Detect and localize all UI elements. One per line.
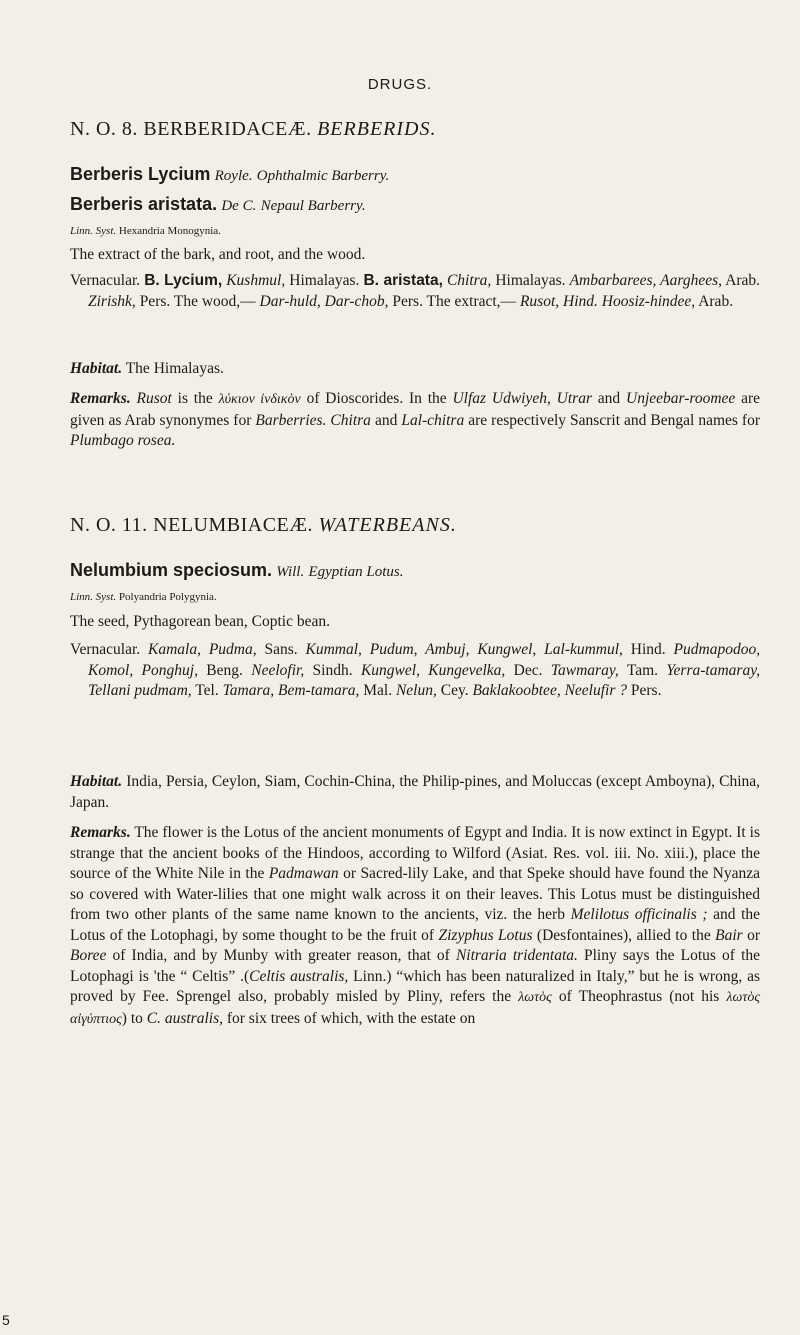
habitat-text: The Himalayas.: [125, 360, 224, 377]
remarks-text: and the Lotus of the Lotophagi, by some thought to be the fruit of: [70, 906, 761, 944]
species-berberis-lycium: [70, 164, 389, 185]
remarks-text: of Dioscorides. In the: [306, 390, 447, 407]
order-family: BERBERIDACEÆ.: [143, 118, 312, 140]
linn-label: Linn. Syst.: [70, 591, 117, 603]
remarks-text: is the: [177, 390, 213, 407]
vernacular-name: Neelofir,: [251, 661, 305, 679]
remarks-term: Padmawan: [268, 865, 339, 882]
remarks-greek: λωτὸς: [518, 990, 552, 1005]
remarks-text: and: [374, 411, 398, 429]
linnaean-system: [70, 591, 217, 603]
remarks-text: of Theophrastus (not his: [558, 988, 720, 1005]
vernacular-text: [70, 271, 760, 312]
species-authority: De C.: [221, 198, 257, 214]
remarks-term: Plumbago rosea.: [70, 432, 176, 449]
order-common: WATERBEANS.: [318, 514, 457, 536]
remarks-text: for six trees of which, with the estate on: [226, 1009, 476, 1027]
remarks-term: Bair: [715, 926, 743, 944]
vernacular-region: Cey.: [440, 682, 469, 699]
vernacular-region: Pers. The wood,—: [139, 292, 256, 310]
vernacular-region: Tam.: [626, 661, 659, 679]
vernacular-region: Sans.: [264, 641, 298, 658]
vernacular-name: Kummal, Pudum, Ambuj, Kungwel, Lal-kummul,: [305, 641, 623, 658]
habitat-text: India, Persia, Ceylon, Siam, Cochin-China, the Philip-pines, and Moluccas (except Amboyna), China, Japan.: [70, 773, 761, 811]
vernacular-name: Pudmapodoo, Komol, Ponghuj,: [88, 641, 761, 679]
vernacular-name: Baklakoobtee, Neelufir ?: [472, 682, 627, 699]
vernacular-region: Beng.: [206, 661, 243, 679]
species-common-name: Nepaul Barberry.: [260, 198, 366, 214]
drug-part-paragraph: [70, 245, 760, 266]
remarks-term: Boree: [70, 947, 107, 964]
vernacular-region: Pers.: [630, 682, 662, 699]
vernacular-name: Chitra,: [446, 272, 492, 289]
remarks-term: Rusot: [136, 390, 172, 407]
species-authority: Will.: [276, 564, 305, 580]
remarks-term: Ulfaz Udwiyeh, Utrar: [452, 390, 592, 407]
remarks-term: Unjeebar-roomee: [626, 390, 736, 407]
vernacular-species: B. aristata,: [363, 272, 443, 289]
linn-class: Polyandria Polygynia.: [118, 591, 217, 603]
vernacular-text: [70, 640, 760, 702]
remarks-greek: λύκιον ἰνδικὸν: [218, 392, 301, 407]
remarks-paragraph: [70, 389, 760, 452]
remarks-term: Barberries. Chitra: [255, 411, 371, 429]
remarks-paragraph: [70, 823, 760, 1030]
species-berberis-aristata: [70, 194, 366, 215]
vernacular-label: Vernacular.: [70, 272, 141, 289]
order-heading-nelumbiaceae: [70, 514, 457, 537]
remarks-greek: λωτὸς αἰγύπτιος: [70, 990, 761, 1027]
drug-part: The extract of the bark, and root, and the wood.: [70, 246, 366, 263]
vernacular-species: B. Lycium,: [144, 272, 223, 289]
vernacular-name: Nelun,: [395, 682, 437, 699]
vernacular-region: Arab.: [698, 292, 734, 310]
remarks-text: or: [747, 926, 761, 944]
habitat-paragraph: [70, 772, 760, 813]
remarks-text: Linn.) “which has been naturalized in Italy,” but he is wrong, as proved by Fee. Sprengel also, probably misled by Pliny, refers the: [70, 967, 760, 1005]
remarks-text: of India, and by Munby with greater reason, that of: [112, 947, 450, 964]
vernacular-region: Arab.: [725, 272, 761, 289]
order-number: N. O. 8.: [70, 118, 138, 140]
vernacular-region: Mal.: [363, 682, 393, 699]
remarks-text: are respectively Sanscrit and Bengal names for: [468, 411, 761, 429]
vernacular-name: Kamala, Pudma,: [148, 641, 257, 658]
vernacular-name: Tamara, Bem-tamara,: [222, 682, 360, 699]
remarks-term: Nitraria tridentata.: [455, 947, 578, 964]
remarks-term: Zizyphus Lotus: [438, 926, 533, 944]
remarks-text: and: [597, 390, 621, 407]
linnaean-system: [70, 225, 221, 237]
vernacular-region: Sindh.: [312, 661, 353, 679]
vernacular-region: Tel.: [195, 682, 219, 699]
habitat-paragraph: [70, 359, 760, 380]
vernacular-paragraph: [70, 640, 760, 702]
vernacular-name: Kushmul,: [226, 272, 286, 289]
remarks-term: C. australis,: [146, 1009, 223, 1027]
vernacular-name: Kungwel, Kungevelka,: [360, 661, 506, 679]
running-head: DRUGS.: [367, 76, 433, 93]
vernacular-region: Himalayas.: [289, 272, 360, 289]
drug-part-paragraph: [70, 612, 760, 633]
remarks-text: (Desfontaines), allied to the: [536, 926, 711, 944]
vernacular-name: Tawmaray,: [550, 661, 619, 679]
linn-class: Hexandria Monogynia.: [118, 225, 221, 237]
folio-number: 5: [2, 1312, 10, 1328]
vernacular-name: Dar-huld, Dar-chob,: [259, 292, 389, 310]
drug-part: The seed, Pythagorean bean, Coptic bean.: [70, 613, 330, 630]
remarks-text: Pliny says the Lotus of the Lotophagi is 'the “ Celtis” .(: [70, 947, 761, 985]
remarks-label: Remarks.: [70, 824, 131, 841]
species-authority: Royle.: [214, 168, 253, 184]
vernacular-paragraph: [70, 271, 760, 312]
order-common: BERBERIDS.: [317, 118, 437, 140]
species-common-name: Egyptian Lotus.: [308, 564, 404, 580]
vernacular-region: Hind.: [630, 641, 666, 658]
vernacular-name: Rusot, Hind. Hoosiz-hindee,: [519, 292, 696, 310]
remarks-label: Remarks.: [70, 390, 131, 407]
order-number: N. O. 11.: [70, 514, 148, 536]
linn-label: Linn. Syst.: [70, 225, 117, 237]
remarks-text: or Sacred-lily Lake, and that Speke should have found the Nyanza so covered with Water-lilies that one might walk across it on their leaves. This Lotus must be distinguished from two other plants of the same name known to the ancients, viz. the herb: [70, 865, 761, 923]
remarks-text: The flower is the Lotus of the ancient monuments of Egypt and India. It is now extinct in Egypt. It is strange that the ancient books of the Hindoos, according to Wilford (Asiat. Res. vol. iii. No. xiii.), place the source of the White Nile in the: [70, 824, 760, 882]
habitat-label: Habitat.: [70, 360, 123, 377]
remarks-term: Lal-chitra: [401, 411, 465, 429]
vernacular-region: Pers. The extract,—: [392, 292, 517, 310]
order-family: NELUMBIACEÆ.: [153, 514, 314, 536]
vernacular-label: Vernacular.: [70, 641, 141, 658]
remarks-term: Celtis australis,: [249, 967, 349, 985]
vernacular-region: Dec.: [513, 661, 543, 679]
species-nelumbium-speciosum: [70, 560, 403, 581]
habitat-label: Habitat.: [70, 773, 123, 790]
vernacular-region: Himalayas.: [495, 272, 566, 289]
remarks-text: are given as Arab synonymes for: [70, 390, 761, 429]
remarks-text: ) to: [121, 1009, 143, 1027]
remarks-term: Melilotus officinalis ;: [570, 906, 708, 923]
order-heading-berberidaceae: [70, 118, 436, 141]
species-name: Berberis Lycium: [70, 164, 211, 184]
vernacular-name: Zirishk,: [88, 292, 136, 310]
vernacular-name: Yerra-tamaray, Tellani pudmam,: [88, 661, 761, 699]
species-name: Berberis aristata.: [70, 194, 218, 214]
vernacular-name: Ambarbarees, Aarghees,: [569, 272, 722, 289]
species-name: Nelumbium speciosum.: [70, 560, 273, 580]
species-common-name: Ophthalmic Barberry.: [256, 168, 390, 184]
